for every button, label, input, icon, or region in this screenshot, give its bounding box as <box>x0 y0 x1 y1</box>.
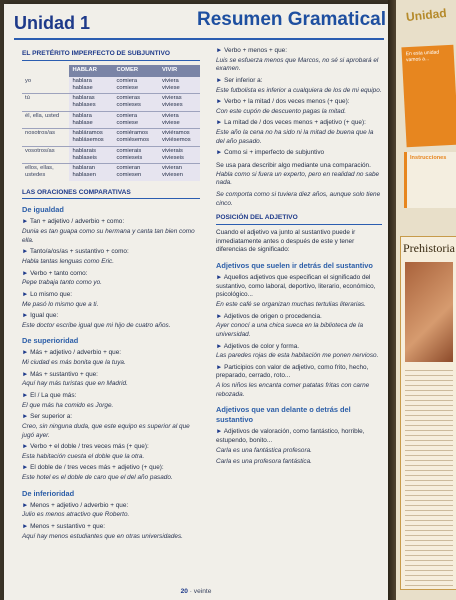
example-sentence: Carla es una fantástica profesora. <box>216 446 312 454</box>
como-si-rule: ► Como si + imperfecto de subjuntivo <box>216 149 325 157</box>
grammar-rule: ► El doble de / tres veces más + adjetivo (+ que): <box>22 464 164 472</box>
grammar-rule: ► Participios con valor de adjetivo, como frito, hecho, preparado, cerrado, roto... <box>216 363 369 380</box>
grammar-rule: ► Más + sustantivo + que: <box>22 370 98 378</box>
col-hablar: HABLAR <box>69 65 113 77</box>
conjugation-row <box>22 94 200 111</box>
grammar-rule: ► Adjetivos de origen o procedencia. <box>216 312 322 320</box>
inferioridad-list <box>22 502 200 542</box>
grammar-rule: ► Verbo + la mitad / dos veces menos (+ que): <box>216 98 350 106</box>
cell-hablar: hablarais hablaseis <box>69 146 113 163</box>
grammar-rule: ► Lo mismo que: <box>22 290 73 298</box>
arrow-icon: ► <box>22 290 31 298</box>
example-sentence: Con este cupón de descuento pagas la mitad. <box>216 107 347 115</box>
grammar-rule: ► El / La que más: <box>22 391 77 399</box>
conjugation-table <box>22 65 200 181</box>
grammar-rule: ► Verbo + el doble / tres veces más (+ que): <box>22 443 149 451</box>
cell-hablar: hablara hablase <box>69 77 113 94</box>
grammar-rule: ► Aquellos adjetivos que especifican el significado del sustantivo, como laboral, deportivo, literario, económico, psicológico... <box>216 274 376 299</box>
grammar-rule: ► Adjetivos de valoración, como fantástico, horrible, estupendo, bonito... <box>216 428 365 444</box>
cell-pron: vosotros/as <box>22 146 69 163</box>
arrow-icon: ► <box>22 501 31 509</box>
arrow-icon: ► <box>22 523 31 531</box>
example-sentence: Me pasó lo mismo que a ti. <box>22 300 99 308</box>
cell-comer: comieras comieses <box>113 94 159 111</box>
example-sentence: Dunia es tan guapa como su hermana y canta tan bien como ella. <box>22 228 195 244</box>
grammar-rule: ► Menos + sustantivo + que: <box>22 523 106 531</box>
cell-pron: tú <box>22 94 69 111</box>
preterito-title: EL PRETÉRITO IMPERFECTO DE SUBJUNTIVO <box>22 50 200 61</box>
arrow-icon: ► <box>216 47 225 54</box>
grammar-rule: ► La mitad de / dos veces menos + adjetivo (+ que): <box>216 119 366 127</box>
arrow-icon: ► <box>22 391 31 399</box>
left-column <box>22 44 200 544</box>
superioridad-list <box>22 349 200 482</box>
arrow-icon: ► <box>216 312 224 320</box>
cell-pron: nosotros/as <box>22 129 69 146</box>
cell-hablar: hablaras hablases <box>69 94 113 111</box>
textbook-page <box>4 4 388 600</box>
col-vivir: VIVIR <box>159 65 200 77</box>
right-column <box>216 44 382 470</box>
comparativas-title: LAS ORACIONES COMPARATIVAS <box>22 189 200 200</box>
cell-vivir: viviera viviese <box>159 77 200 94</box>
cell-pron: él, ella, usted <box>22 111 69 128</box>
prehistoria-text <box>405 366 453 586</box>
cell-comer: comieran comiesen <box>113 164 159 181</box>
cell-vivir: vivierais vivieseis <box>159 146 200 163</box>
arrow-icon: ► <box>22 218 30 226</box>
conjugation-row <box>22 164 200 181</box>
arrow-icon: ► <box>216 342 224 350</box>
example-sentence: Este futbolista es inferior a cualquiera de los de mi equipo. <box>216 86 382 94</box>
arrow-icon: ► <box>216 76 225 84</box>
inferioridad-title: De inferioridad <box>22 488 75 498</box>
arrow-icon: ► <box>22 443 31 451</box>
cell-vivir: vivieras vivieses <box>159 94 200 111</box>
page-header <box>4 4 388 40</box>
cell-hablar: habláramos hablásemos <box>69 129 113 146</box>
example-sentence: Este año la cena no ha sido ni la mitad de buena que la del año pasado. <box>216 129 374 145</box>
example-sentence: Aquí hay menos estudiantes que en otras universidades. <box>22 532 183 540</box>
example-sentence: Mi ciudad es más bonita que la tuya. <box>22 359 126 367</box>
como-si-example-2: Se comporta como si tuviera diez años, aunque solo tiene cinco. <box>216 190 381 207</box>
grammar-rule: ► Ser inferior a: <box>216 76 263 84</box>
example-sentence: El que más ha comido es Jorge. <box>22 401 114 409</box>
cell-comer: comierais comieseis <box>113 146 159 163</box>
unit-title: Unidad 1 <box>14 13 91 33</box>
grammar-rule: ► Menos + adjetivo / adverbio + que: <box>22 501 129 509</box>
delante-list <box>216 428 382 467</box>
example-sentence: Las paredes rojas de esta habitación me ponen nervioso. <box>216 352 379 360</box>
next-page-title: Unidad <box>405 5 448 25</box>
conjugation-row <box>22 77 200 94</box>
arrow-icon: ► <box>216 119 225 127</box>
prehistoria-panel <box>400 236 456 590</box>
cell-hablar: hablaran hablasen <box>69 164 113 181</box>
example-sentence: Aquí hay más turistas que en Madrid. <box>22 380 128 388</box>
page-number: 20 <box>180 588 188 595</box>
col-comer: COMER <box>113 65 159 77</box>
summary-title: Resumen Gramatical <box>196 9 386 30</box>
grammar-rule: ► Más + adjetivo / adverbio + que: <box>22 349 122 357</box>
example-sentence: Creo, sin ninguna duda, que este equipo es superior al que jugó ayer. <box>22 422 190 439</box>
arrow-icon: ► <box>216 363 225 371</box>
cell-vivir: viviera viviese <box>159 111 200 128</box>
detras-title: Adjetivos que suelen ir detrás del sustantivo <box>216 261 373 271</box>
example-sentence: Luis se esfuerza menos que Marcos, no sé si aprobará el examen. <box>216 56 379 73</box>
grammar-rule: ► Tanto/a/os/as + sustantivo + como: <box>22 248 129 256</box>
example-sentence: Esta habitación cuesta el doble que la otra. <box>22 452 145 460</box>
example-sentence: Ayer conocí a una chica sueca en la biblioteca de la universidad. <box>216 322 364 338</box>
cave-painting-image <box>405 262 453 362</box>
cell-comer: comiera comiese <box>113 111 159 128</box>
page-number-text: veinte <box>193 588 212 595</box>
igualdad-title: De igualdad <box>22 205 64 215</box>
conjugation-row <box>22 111 200 128</box>
adjetivo-title: POSICIÓN DEL ADJETIVO <box>216 214 382 225</box>
arrow-icon: ► <box>216 98 225 106</box>
cell-vivir: vivieran viviesen <box>159 164 200 181</box>
arrow-icon: ► <box>22 349 31 357</box>
arrow-icon: ► <box>22 464 31 472</box>
cell-vivir: viviéramos viviésemos <box>159 129 200 146</box>
delante-title: Adjetivos que van delante o detrás del sustantivo <box>216 405 351 425</box>
adjetivo-intro: Cuando el adjetivo va junto al sustantivo puede ir inmediatamente antes o después de este y tener diferencias de significado: <box>216 229 356 254</box>
arrow-icon: ► <box>22 269 31 277</box>
example-sentence: Este doctor escribe igual que mi hijo de cuatro años. <box>22 321 171 329</box>
arrow-icon: ► <box>216 274 224 282</box>
arrow-icon: ► <box>22 413 31 421</box>
page-footer: 20 · veinte <box>180 588 212 595</box>
conjugation-row <box>22 129 200 146</box>
arrow-icon: ► <box>216 428 224 436</box>
superioridad-title: De superioridad <box>22 336 79 346</box>
grammar-rule: ► Verbo + menos + que: <box>216 47 287 54</box>
grammar-rule: ► Adjetivos de color y forma. <box>216 342 300 350</box>
example-sentence: Este hotel es el doble de caro que el del año pasado. <box>22 474 173 482</box>
example-sentence: Julio es menos atractivo que Roberto. <box>22 511 130 519</box>
header-rule <box>14 38 384 40</box>
como-si-example-1: Habla como si fuera un experto, pero en realidad no sabe nada. <box>216 170 380 187</box>
grammar-rule: ► Igual que: <box>22 312 59 320</box>
example-sentence: Habla tantas lenguas como Eric. <box>22 257 115 265</box>
cell-comer: comiera comiese <box>113 77 159 94</box>
prehistoria-title: Prehistoria <box>403 241 455 255</box>
next-page <box>396 0 456 600</box>
cell-pron: yo <box>22 77 69 94</box>
cell-comer: comiéramos comiésemos <box>113 129 159 146</box>
grammar-rule: ► Tan + adjetivo / adverbio + como: <box>22 218 125 226</box>
grammar-rule: ► Verbo + tanto como: <box>22 269 88 277</box>
igualdad-list <box>22 218 200 330</box>
conjugation-row <box>22 146 200 163</box>
arrow-icon: ► <box>22 370 31 378</box>
como-si-intro: Se usa para describir algo mediante una comparación. <box>216 162 371 170</box>
arrow-icon: ► <box>22 248 30 256</box>
cell-hablar: hablara hablase <box>69 111 113 128</box>
arrow-icon: ► <box>22 312 31 320</box>
example-sentence: En este café se organizan muchas tertulias literarias. <box>216 300 366 308</box>
example-sentence: Carla es una profesora fantástica. <box>216 458 312 466</box>
cell-pron: ellos, ellas, ustedes <box>22 164 69 181</box>
grammar-rule: ► Ser superior a: <box>22 413 73 421</box>
inferioridad-continued-list <box>216 47 382 146</box>
detras-list <box>216 274 382 399</box>
example-sentence: Pepe trabaja tanto como yo. <box>22 279 102 287</box>
next-page-instructions: Instrucciones <box>404 152 456 208</box>
next-page-orange-box: En esta unidad vamos a... <box>401 45 456 148</box>
example-sentence: A los niños les encanta comer patatas fritas con carne rebozada. <box>216 382 370 398</box>
